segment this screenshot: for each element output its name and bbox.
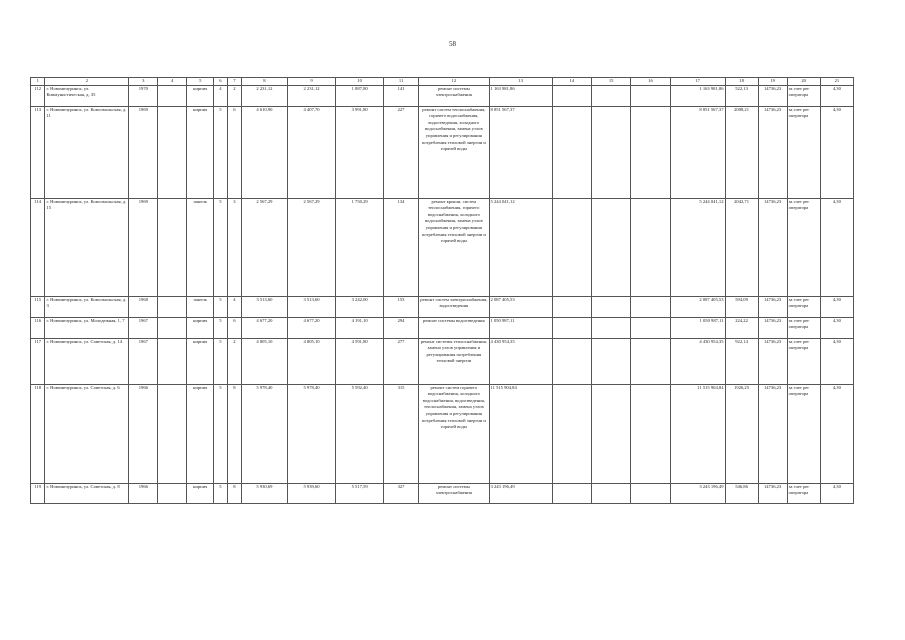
living-area-cell: 4 191,10 <box>336 317 384 338</box>
repair-works-cell: ремонт системы теплоснабжения, замена узлов управления и регулирования потребления тепловой энергии <box>419 338 489 384</box>
cost-per-sqm-cell: 522,13 <box>725 85 758 106</box>
column-number-cell: 6 <box>214 78 227 86</box>
row-number-cell: 114 <box>31 198 45 296</box>
row-number-cell: 115 <box>31 296 45 317</box>
column-number-cell: 9 <box>287 78 336 86</box>
cost-per-sqm-cell: 922,14 <box>725 338 758 384</box>
total-cost-cell: 11 515 904,84 <box>670 384 725 483</box>
table-row <box>31 483 854 503</box>
financing-cell: за счет рег оператора <box>787 338 820 384</box>
row-number-cell: 118 <box>31 384 45 483</box>
term-cell: 4,30 <box>820 338 853 384</box>
residents-cell: 294 <box>383 317 418 338</box>
wall-material-cell: кирпич <box>187 85 214 106</box>
cost-limit-cell: 14736,23 <box>758 384 787 483</box>
floors-cell: 5 <box>214 106 227 198</box>
term-cell: 4,30 <box>820 296 853 317</box>
build-year-cell: 1969 <box>129 106 158 198</box>
entrances-cell: 6 <box>227 106 241 198</box>
address-cell: г. Новомичуринск, ул. Советская, д. 14 <box>45 338 129 384</box>
financing-cell: за счет рег оператора <box>787 198 820 296</box>
column-number-cell: 20 <box>787 78 820 86</box>
financing-cell: за счет рег оператора <box>787 483 820 503</box>
col-4-cell <box>158 317 187 338</box>
repair-cost-cell: 1 050 987,11 <box>489 317 552 338</box>
column-number-cell: 12 <box>419 78 489 86</box>
col-15-cell <box>591 296 630 317</box>
repair-cost-cell: 4 430 954,35 <box>489 338 552 384</box>
residents-cell: 315 <box>383 384 418 483</box>
repair-works-cell: ремонт системы водоотведения <box>419 317 489 338</box>
col-16-cell <box>631 338 670 384</box>
column-number-cell: 10 <box>336 78 384 86</box>
col-16-cell <box>631 483 670 503</box>
cost-limit-cell: 14736,23 <box>758 85 787 106</box>
residents-cell: 134 <box>383 198 418 296</box>
total-cost-cell: 1 163 981,86 <box>670 85 725 106</box>
entrances-cell: 8 <box>227 384 241 483</box>
total-cost-cell: 4 430 954,35 <box>670 338 725 384</box>
repair-cost-cell: 2 087 405,53 <box>489 296 552 317</box>
entrances-cell: 3 <box>227 198 241 296</box>
cost-limit-cell: 14736,23 <box>758 198 787 296</box>
table-row <box>31 198 854 296</box>
total-cost-cell: 1 050 987,11 <box>670 317 725 338</box>
table-row <box>31 384 854 483</box>
column-number-cell: 2 <box>45 78 129 86</box>
area-2-cell: 4 407,70 <box>287 106 336 198</box>
column-number-cell: 4 <box>158 78 187 86</box>
column-number-cell: 8 <box>242 78 288 86</box>
column-number-cell: 16 <box>631 78 670 86</box>
row-number-cell: 117 <box>31 338 45 384</box>
build-year-cell: 1967 <box>129 317 158 338</box>
area-2-cell: 3 513,60 <box>287 296 336 317</box>
financing-cell: за счет рег оператора <box>787 296 820 317</box>
cost-per-sqm-cell: 2042,71 <box>725 198 758 296</box>
capital-repair-register-table <box>30 77 854 504</box>
repair-works-cell: ремонт системы электроснабжения <box>419 85 489 106</box>
col-4-cell <box>158 338 187 384</box>
living-area-cell: 4 591,80 <box>336 338 384 384</box>
residents-cell: 327 <box>383 483 418 503</box>
table-row <box>31 106 854 198</box>
floors-cell: 5 <box>214 483 227 503</box>
column-number-cell: 7 <box>227 78 241 86</box>
col-14-cell <box>552 106 591 198</box>
total-area-cell: 2 567,29 <box>242 198 288 296</box>
term-cell: 4,30 <box>820 85 853 106</box>
col-14-cell <box>552 317 591 338</box>
wall-material-cell: кирпич <box>187 317 214 338</box>
col-16-cell <box>631 85 670 106</box>
col-15-cell <box>591 338 630 384</box>
build-year-cell: 1968 <box>129 296 158 317</box>
column-number-cell: 21 <box>820 78 853 86</box>
col-15-cell <box>591 198 630 296</box>
address-cell: г. Новомичуринск, ул. Молодежная, 1, 7 <box>45 317 129 338</box>
repair-works-cell: ремонт крыши, систем теплоснабжения, горячего водоснабжения, холодного водоснабжения, замена узлов управления и регулирования потребления тепловой энергии и горячей воды <box>419 198 489 296</box>
column-number-cell: 15 <box>591 78 630 86</box>
area-2-cell: 5 978,40 <box>287 384 336 483</box>
repair-works-cell: ремонт систем горячего водоснабжения, холодного водоснабжения, водоотведения, теплоснабжения, замена узлов управления и регулирования потребления тепловой энергии и горячей воды <box>419 384 489 483</box>
repair-cost-cell: 3 243 196,49 <box>489 483 552 503</box>
area-2-cell: 2 231,12 <box>287 85 336 106</box>
cost-limit-cell: 14736,23 <box>758 317 787 338</box>
total-area-cell: 3 513,60 <box>242 296 288 317</box>
col-14-cell <box>552 198 591 296</box>
cost-per-sqm-cell: 594,09 <box>725 296 758 317</box>
row-number-cell: 116 <box>31 317 45 338</box>
build-year-cell: 1970 <box>129 85 158 106</box>
col-16-cell <box>631 317 670 338</box>
col-14-cell <box>552 384 591 483</box>
floors-cell: 5 <box>214 198 227 296</box>
column-number-cell: 3 <box>129 78 158 86</box>
term-cell: 4,30 <box>820 483 853 503</box>
column-number-cell: 19 <box>758 78 787 86</box>
col-15-cell <box>591 317 630 338</box>
column-number-cell: 1 <box>31 78 45 86</box>
build-year-cell: 1967 <box>129 338 158 384</box>
floors-cell: 4 <box>214 85 227 106</box>
total-cost-cell: 3 243 196,49 <box>670 483 725 503</box>
financing-cell: за счет рег оператора <box>787 317 820 338</box>
col-16-cell <box>631 198 670 296</box>
repair-cost-cell: 8 851 567,37 <box>489 106 552 198</box>
total-area-cell: 4 805,10 <box>242 338 288 384</box>
column-number-cell: 11 <box>383 78 418 86</box>
column-number-cell: 17 <box>670 78 725 86</box>
living-area-cell: 3 991,80 <box>336 106 384 198</box>
residents-cell: 277 <box>383 338 418 384</box>
wall-material-cell: кирпич <box>187 483 214 503</box>
col-4-cell <box>158 85 187 106</box>
term-cell: 4,30 <box>820 198 853 296</box>
col-4-cell <box>158 296 187 317</box>
area-2-cell: 2 567,29 <box>287 198 336 296</box>
col-4-cell <box>158 384 187 483</box>
col-4-cell <box>158 483 187 503</box>
repair-works-cell: ремонт систем теплоснабжения, горячего водоснабжения, водоотведения, холодного водоснабжения, замена узлов управления и регулирования потребления тепловой энергии и горячей воды <box>419 106 489 198</box>
residents-cell: 153 <box>383 296 418 317</box>
total-area-cell: 5 930,69 <box>242 483 288 503</box>
row-number-cell: 113 <box>31 106 45 198</box>
col-4-cell <box>158 198 187 296</box>
residents-cell: 141 <box>383 85 418 106</box>
wall-material-cell: панель <box>187 198 214 296</box>
term-cell: 4,30 <box>820 317 853 338</box>
address-cell: г. Новомичуринск, ул. Комсомольская, д. 3 <box>45 296 129 317</box>
build-year-cell: 1966 <box>129 483 158 503</box>
address-cell: г. Новомичуринск, ул. Советская, д. 8 <box>45 483 129 503</box>
col-15-cell <box>591 384 630 483</box>
cost-limit-cell: 14736,23 <box>758 296 787 317</box>
col-14-cell <box>552 483 591 503</box>
cost-per-sqm-cell: 224,22 <box>725 317 758 338</box>
total-area-cell: 4 677,20 <box>242 317 288 338</box>
entrances-cell: 8 <box>227 483 241 503</box>
col-15-cell <box>591 85 630 106</box>
floors-cell: 5 <box>214 296 227 317</box>
wall-material-cell: панель <box>187 296 214 317</box>
total-cost-cell: 5 244 041,12 <box>670 198 725 296</box>
row-number-cell: 119 <box>31 483 45 503</box>
repair-cost-cell: 5 244 041,12 <box>489 198 552 296</box>
area-2-cell: 5 939,60 <box>287 483 336 503</box>
living-area-cell: 5 517,59 <box>336 483 384 503</box>
entrances-cell: 2 <box>227 85 241 106</box>
living-area-cell: 1 750,29 <box>336 198 384 296</box>
table-row <box>31 85 854 106</box>
col-14-cell <box>552 296 591 317</box>
build-year-cell: 1966 <box>129 384 158 483</box>
term-cell: 4,30 <box>820 384 853 483</box>
address-cell: г. Новомичуринск, ул. Комсомольская, д. 11 <box>45 106 129 198</box>
table-row <box>31 338 854 384</box>
column-number-cell: 13 <box>489 78 552 86</box>
cost-per-sqm-cell: 546,86 <box>725 483 758 503</box>
financing-cell: за счет рег оператора <box>787 384 820 483</box>
address-cell: г. Новомичуринск, ул. Коммунистическая, д. 35 <box>45 85 129 106</box>
cost-limit-cell: 14736,23 <box>758 338 787 384</box>
repair-works-cell: ремонт системы электроснабжения <box>419 483 489 503</box>
cost-limit-cell: 14736,23 <box>758 483 787 503</box>
build-year-cell: 1969 <box>129 198 158 296</box>
cost-limit-cell: 14736,23 <box>758 106 787 198</box>
cost-per-sqm-cell: 2008,21 <box>725 106 758 198</box>
table-row <box>31 296 854 317</box>
financing-cell: за счет рег оператора <box>787 85 820 106</box>
entrances-cell: 2 <box>227 338 241 384</box>
col-4-cell <box>158 106 187 198</box>
floors-cell: 5 <box>214 338 227 384</box>
column-number-cell: 14 <box>552 78 591 86</box>
area-2-cell: 4 677,20 <box>287 317 336 338</box>
residents-cell: 227 <box>383 106 418 198</box>
financing-cell: за счет рег оператора <box>787 106 820 198</box>
repair-cost-cell: 1 163 981,86 <box>489 85 552 106</box>
wall-material-cell: кирпич <box>187 106 214 198</box>
col-15-cell <box>591 106 630 198</box>
living-area-cell: 5 592,40 <box>336 384 384 483</box>
entrances-cell: 4 <box>227 296 241 317</box>
col-15-cell <box>591 483 630 503</box>
col-14-cell <box>552 85 591 106</box>
repair-cost-cell: 11 515 904,84 <box>489 384 552 483</box>
col-16-cell <box>631 296 670 317</box>
floors-cell: 5 <box>214 317 227 338</box>
cost-per-sqm-cell: 1926,25 <box>725 384 758 483</box>
total-area-cell: 4 610,90 <box>242 106 288 198</box>
total-area-cell: 2 231,12 <box>242 85 288 106</box>
living-area-cell: 3 242,00 <box>336 296 384 317</box>
entrances-cell: 6 <box>227 317 241 338</box>
wall-material-cell: кирпич <box>187 338 214 384</box>
column-number-cell: 5 <box>187 78 214 86</box>
column-number-row <box>31 78 854 86</box>
total-area-cell: 5 978,40 <box>242 384 288 483</box>
col-16-cell <box>631 384 670 483</box>
table-row <box>31 317 854 338</box>
wall-material-cell: кирпич <box>187 384 214 483</box>
term-cell: 4,30 <box>820 106 853 198</box>
col-16-cell <box>631 106 670 198</box>
repair-works-cell: ремонт систем электроснабжения, водоотведения <box>419 296 489 317</box>
row-number-cell: 112 <box>31 85 45 106</box>
area-2-cell: 4 805,10 <box>287 338 336 384</box>
address-cell: г. Новомичуринск, ул. Советская, д. 6 <box>45 384 129 483</box>
total-cost-cell: 2 087 405,53 <box>670 296 725 317</box>
floors-cell: 5 <box>214 384 227 483</box>
column-number-cell: 18 <box>725 78 758 86</box>
living-area-cell: 1 887,80 <box>336 85 384 106</box>
page-number: 58 <box>449 40 456 48</box>
address-cell: г. Новомичуринск, ул. Комсомольская, д. 15 <box>45 198 129 296</box>
col-14-cell <box>552 338 591 384</box>
total-cost-cell: 8 851 567,37 <box>670 106 725 198</box>
